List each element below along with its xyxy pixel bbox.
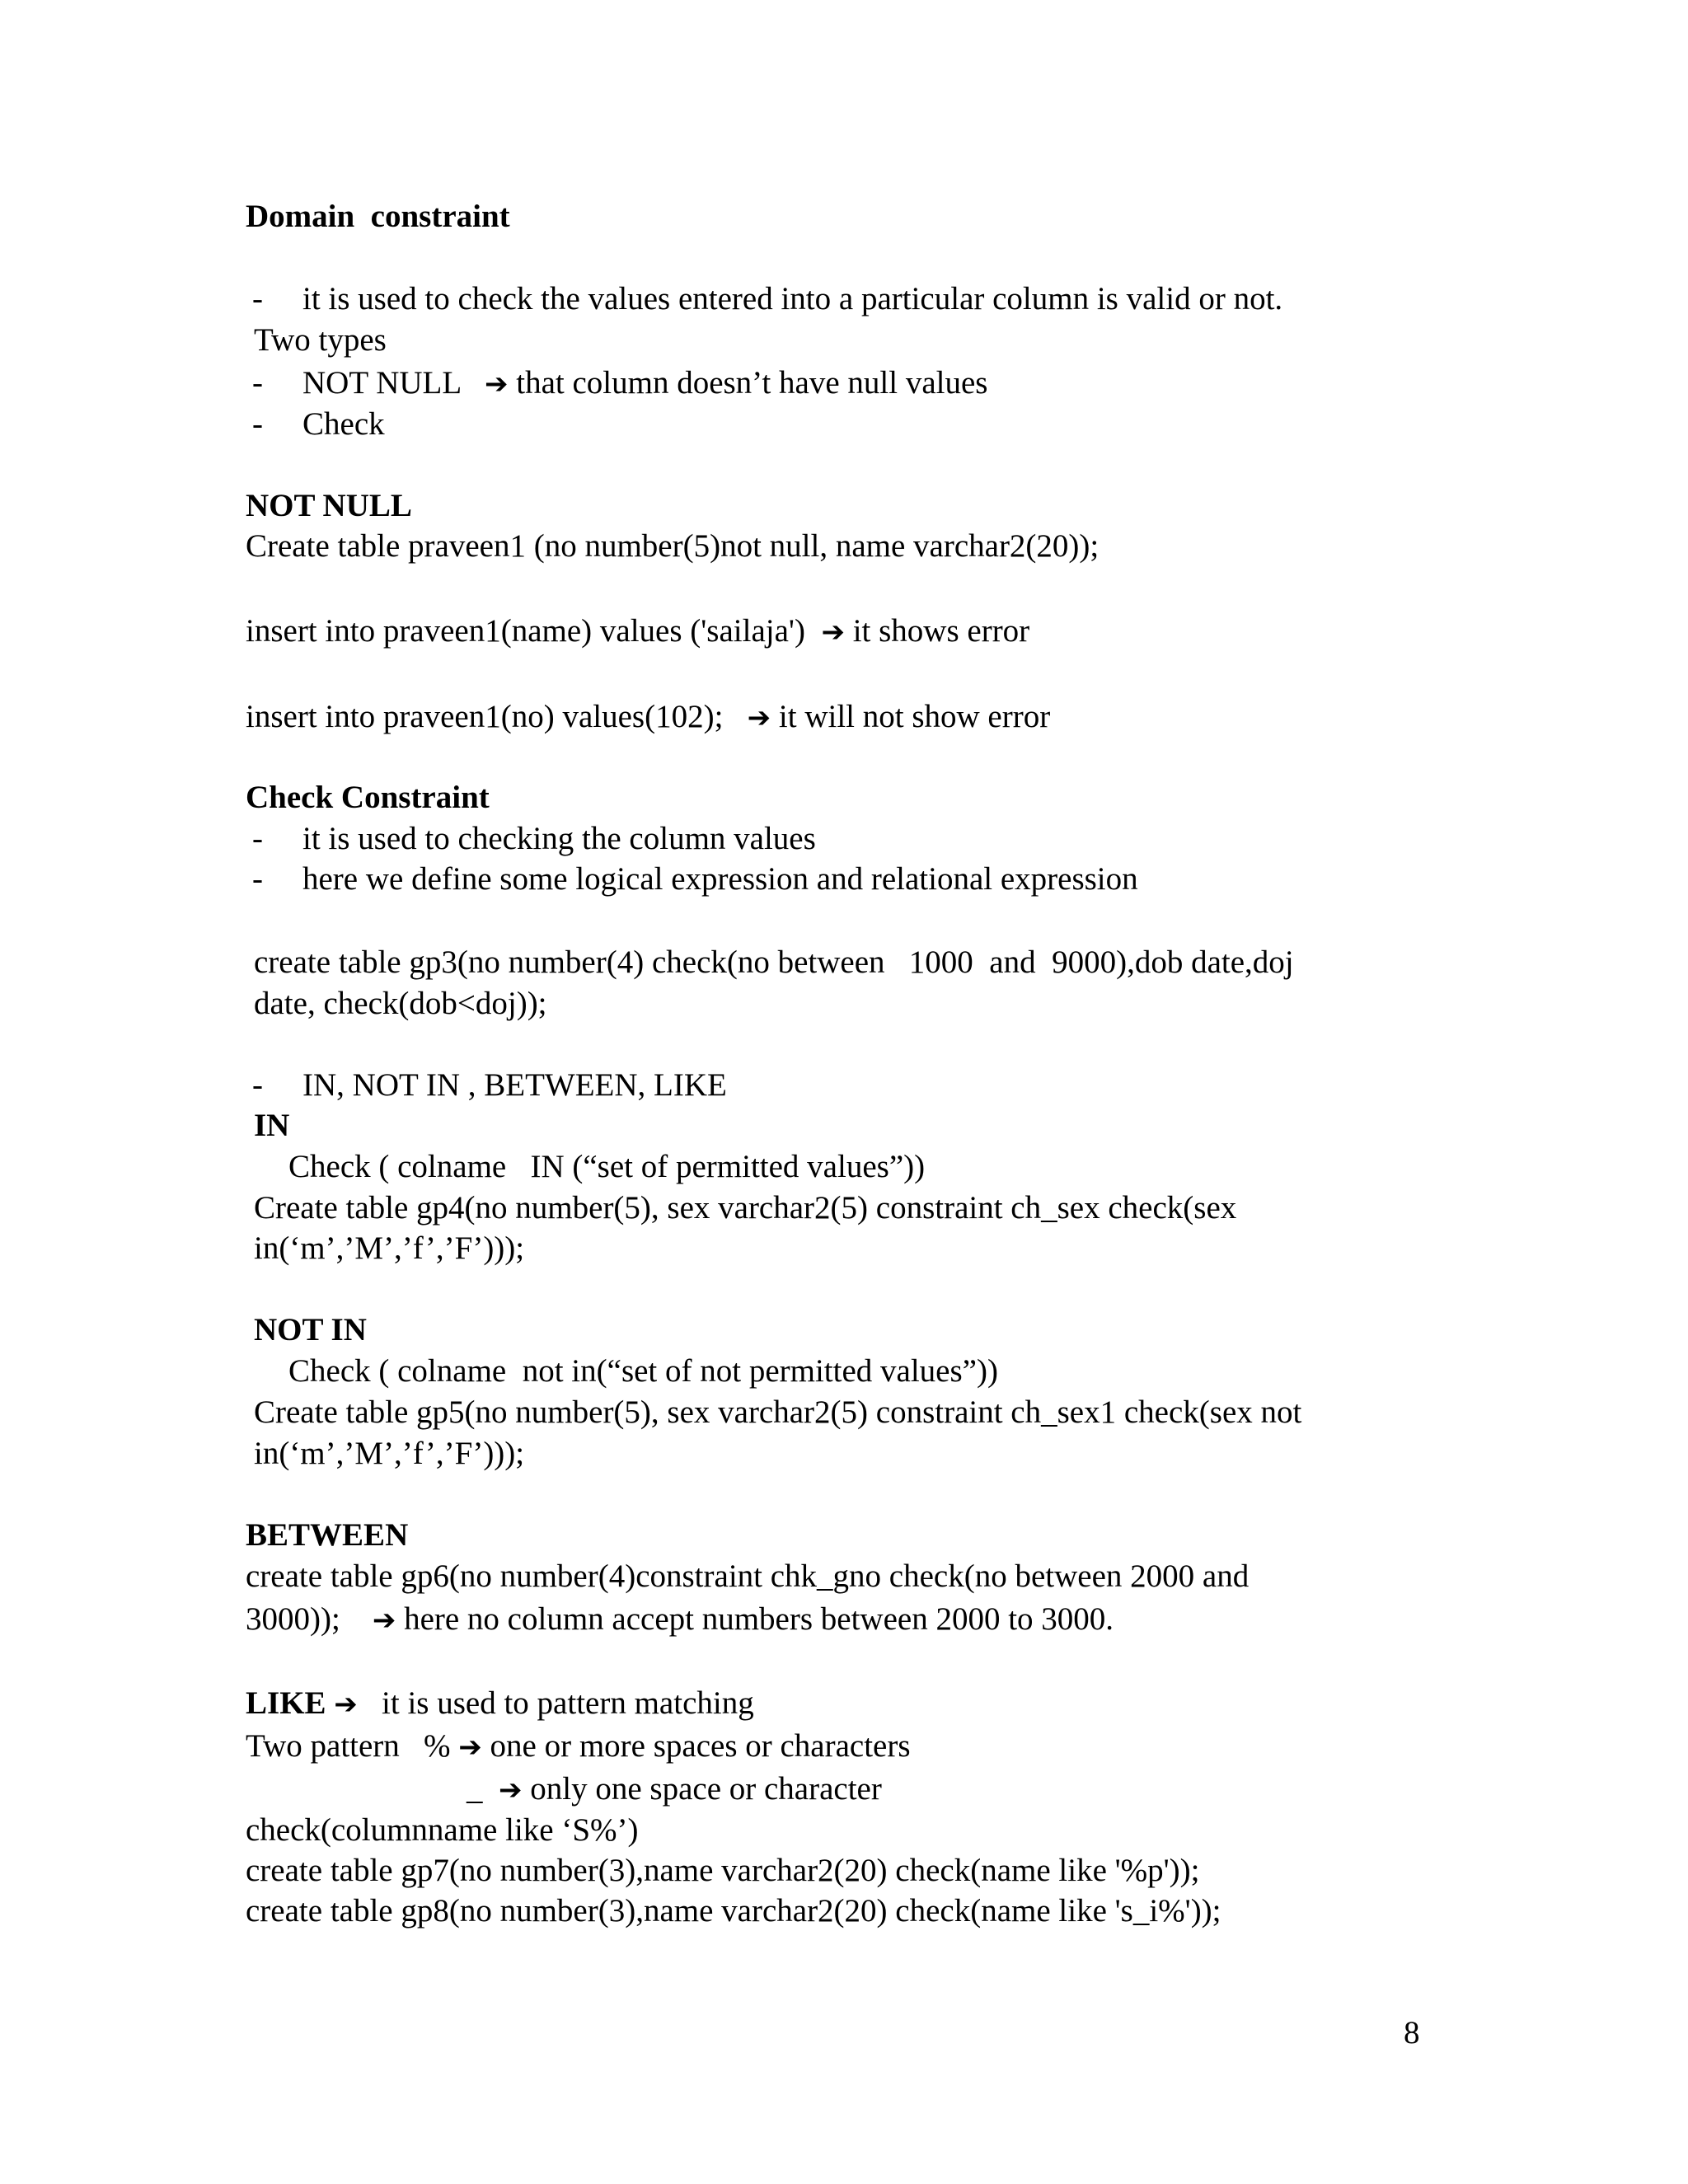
insert-name-statement: insert into praveen1(name) values ('sailaja'): [246, 613, 805, 649]
arrow-icon: ➔: [821, 616, 845, 649]
check-constraint-heading: Check Constraint: [246, 780, 490, 815]
not-null-item-label: NOT NULL: [302, 365, 461, 401]
page-number: 8: [1404, 2015, 1420, 2050]
insert-no-result: it will not show error: [778, 699, 1051, 734]
between-note: here no column accept numbers between 2000 to 3000.: [404, 1601, 1114, 1637]
between-example-line-1: create table gp6(no number(4)constraint chk_gno check(no between 2000 and: [246, 1558, 1250, 1594]
check-example-line-1: create table gp3(no number(4) check(no between 1000 and 9000),dob date,doj: [254, 944, 1294, 980]
in-syntax: Check ( colname IN (“set of permitted values”)): [288, 1149, 926, 1184]
in-example-line-1: Create table gp4(no number(5), sex varchar2(5) constraint ch_sex check(sex: [254, 1190, 1237, 1226]
between-example-end: 3000));: [246, 1601, 340, 1637]
bullet-dash: -: [252, 281, 263, 316]
not-in-example-line-1: Create table gp5(no number(5), sex varchar2(5) constraint ch_sex1 check(sex not: [254, 1394, 1302, 1430]
check-example-line-2: date, check(dob<doj));: [254, 986, 547, 1021]
bullet-dash: -: [252, 861, 263, 897]
not-null-insert-error-line: [246, 611, 1029, 653]
arrow-icon: ➔: [499, 1774, 523, 1807]
like-heading: LIKE: [246, 1685, 326, 1721]
underscore-symbol: _: [467, 1771, 483, 1807]
underscore-pattern-desc: only one space or character: [530, 1771, 882, 1807]
operators-list: IN, NOT IN , BETWEEN, LIKE: [302, 1067, 727, 1103]
not-null-item-desc: that column doesn’t have null values: [516, 365, 988, 401]
like-example-2: create table gp8(no number(3),name varchar2(20) check(name like 's_i%'));: [246, 1893, 1221, 1929]
arrow-icon: ➔: [747, 701, 771, 734]
domain-constraint-heading: Domain constraint: [246, 199, 510, 234]
bullet-dash: -: [252, 365, 263, 401]
not-null-create-statement: Create table praveen1 (no number(5)not null, name varchar2(20));: [246, 528, 1100, 564]
like-check-example: check(columnname like ‘S%’): [246, 1812, 639, 1848]
insert-no-statement: insert into praveen1(no) values(102);: [246, 699, 724, 734]
percent-pattern-desc: one or more spaces or characters: [490, 1728, 911, 1764]
two-pattern-label: Two pattern %: [246, 1728, 451, 1764]
not-in-syntax: Check ( colname not in(“set of not permitted values”)): [288, 1353, 998, 1389]
two-types-text: Two types: [254, 322, 387, 358]
not-in-example-line-2: in(‘m’,’M’,’f’,’F’)));: [254, 1436, 525, 1471]
between-example-line-2: [246, 1599, 1114, 1641]
between-heading: BETWEEN: [246, 1517, 409, 1553]
in-heading: IN: [254, 1108, 290, 1143]
underscore-pattern-line: [467, 1769, 882, 1811]
check-type-item: Check: [302, 406, 385, 442]
bullet-dash: -: [252, 406, 263, 442]
domain-intro-text: it is used to check the values entered into a particular column is valid or not.: [302, 281, 1283, 316]
like-desc: it is used to pattern matching: [382, 1685, 754, 1721]
not-null-insert-ok-line: [246, 696, 1050, 738]
like-example-1: create table gp7(no number(3),name varchar2(20) check(name like '%p'));: [246, 1853, 1200, 1888]
percent-pattern-line: [246, 1726, 911, 1768]
not-null-type-item: [302, 363, 987, 405]
insert-name-result: it shows error: [852, 613, 1030, 649]
in-example-line-2: in(‘m’,’M’,’f’,’F’)));: [254, 1230, 525, 1266]
not-in-heading: NOT IN: [254, 1312, 367, 1347]
not-null-heading: NOT NULL: [246, 488, 412, 523]
arrow-icon: ➔: [372, 1604, 396, 1637]
check-bullet-2: here we define some logical expression and relational expression: [302, 861, 1138, 897]
bullet-dash: -: [252, 821, 263, 856]
arrow-icon: ➔: [334, 1688, 358, 1721]
check-bullet-1: it is used to checking the column values: [302, 821, 816, 856]
arrow-icon: ➔: [484, 368, 509, 401]
like-heading-line: [246, 1683, 754, 1725]
arrow-icon: ➔: [458, 1731, 482, 1764]
bullet-dash: -: [252, 1067, 263, 1103]
